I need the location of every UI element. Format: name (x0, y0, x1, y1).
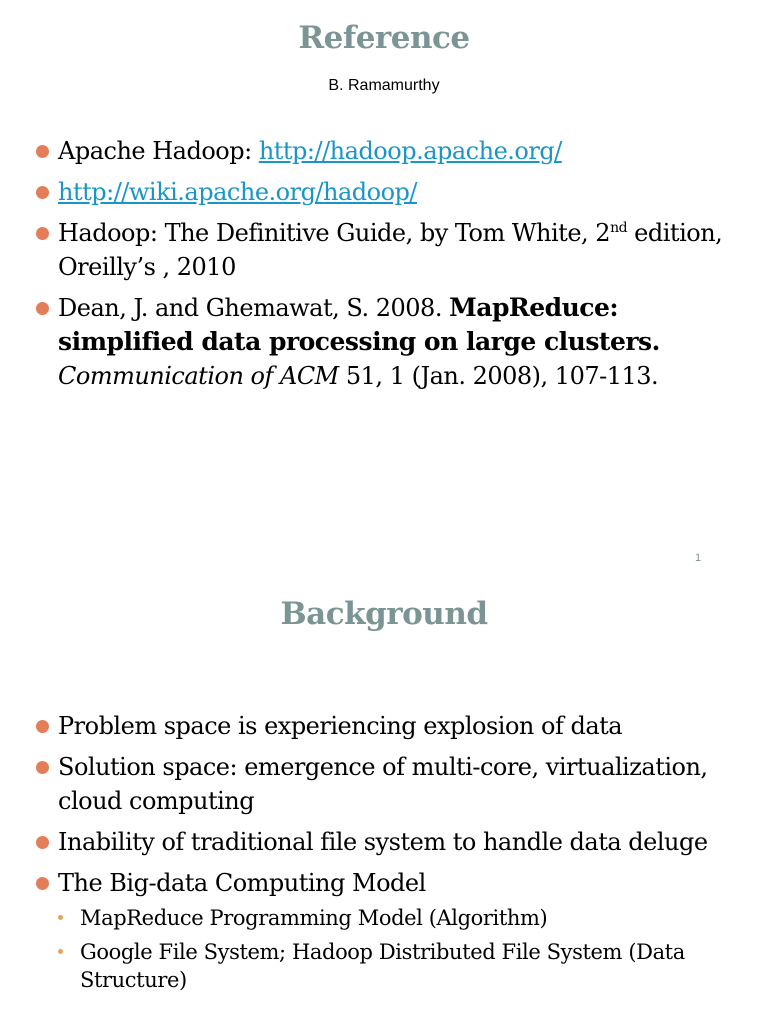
sub-list-item (58, 904, 746, 932)
bullet-icon (36, 186, 49, 199)
page-number: 1 (695, 552, 702, 564)
bullet-icon (36, 227, 49, 240)
paper-title: MapReduce: simplified data processing on large clusters. (58, 293, 660, 356)
list-item (36, 216, 746, 284)
sub-bullet-icon (58, 949, 63, 954)
item-text: Inability of traditional file system to handle data deluge (58, 828, 708, 856)
list-item (36, 709, 746, 743)
item-text: Solution space: emergence of multi-core, virtualization, cloud computing (58, 753, 708, 815)
journal-name: Communication of ACM (58, 362, 339, 390)
slide-title: Background (280, 596, 488, 632)
item-text: 51, 1 (Jan. 2008), 107-113. (338, 362, 659, 390)
bullet-icon (36, 836, 49, 849)
bullet-icon (36, 761, 49, 774)
sub-item-text: MapReduce Programming Model (Algorithm) (80, 906, 548, 930)
item-text: The Big-data Computing Model (58, 869, 426, 897)
list-item (36, 750, 746, 818)
sub-list-item (58, 938, 746, 994)
item-text: edition, Oreilly’s , 2010 (58, 219, 723, 281)
sub-item-text: Google File System; Hadoop Distributed File System (Data Structure) (80, 940, 685, 992)
slide-title: Reference (298, 20, 470, 56)
item-text: Hadoop: The Definitive Guide, by Tom White, 2 (58, 219, 611, 247)
item-text: Apache Hadoop: (58, 137, 259, 165)
wiki-link[interactable]: http://wiki.apache.org/hadoop/ (58, 178, 417, 206)
slide-subtitle: B. Ramamurthy (328, 77, 440, 94)
background-list (36, 709, 746, 1001)
reference-list (36, 134, 746, 400)
list-item (36, 866, 746, 994)
bullet-icon (36, 877, 49, 890)
item-text: Dean, J. and Ghemawat, S. 2008. (58, 294, 450, 322)
superscript: nd (610, 220, 628, 236)
list-item (36, 175, 746, 209)
list-item (36, 291, 746, 393)
list-item (36, 134, 746, 168)
slide-background (0, 578, 768, 1024)
sub-bullet-icon (58, 915, 63, 920)
sub-list (58, 904, 746, 994)
list-item (36, 825, 746, 859)
bullet-icon (36, 302, 49, 315)
hadoop-link[interactable]: http://hadoop.apache.org/ (258, 137, 562, 165)
bullet-icon (36, 720, 49, 733)
bullet-icon (36, 145, 49, 158)
item-text: Problem space is experiencing explosion of data (58, 712, 623, 740)
